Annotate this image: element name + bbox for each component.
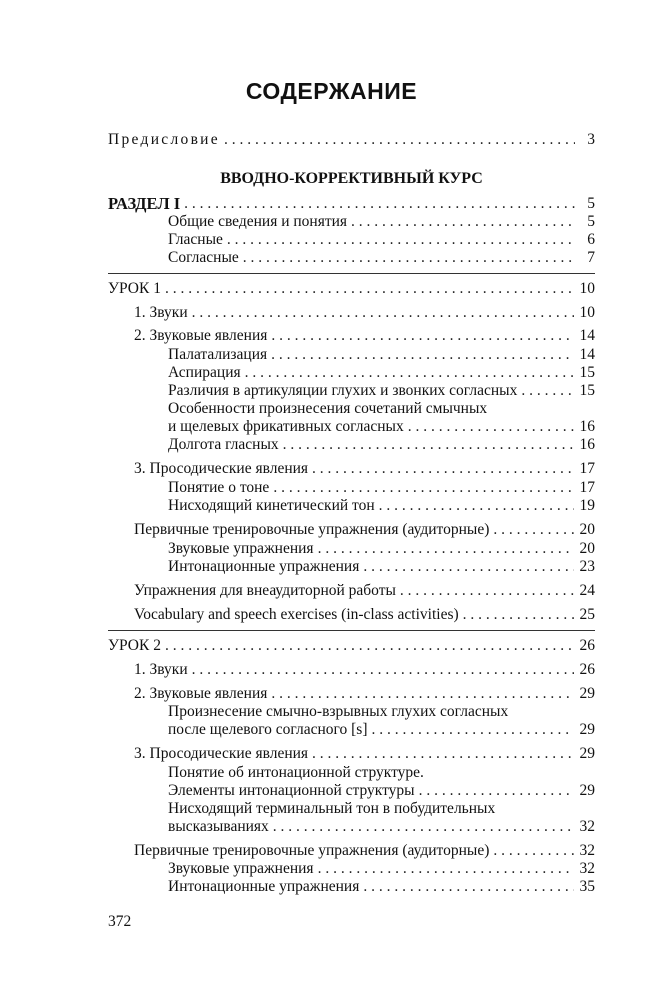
toc-entry-l1-aspiration[interactable] <box>168 363 595 383</box>
leader-dots <box>379 496 574 516</box>
toc-entry-l2-pronunciation[interactable] <box>168 720 595 740</box>
toc-page: 10 <box>579 304 595 321</box>
toc-label: Согласные <box>168 249 239 266</box>
toc-text-l2-pronunciation: Произнесение смычно-взрывных глухих согласных <box>168 703 509 720</box>
toc-entry-l1-prosodic[interactable] <box>134 459 595 479</box>
leader-dots <box>371 720 573 740</box>
leader-dots <box>271 345 573 365</box>
toc-entry-l1-intonation-ex[interactable] <box>168 557 595 577</box>
toc-page: 3 <box>587 131 595 148</box>
toc-entry-l2-falling[interactable] <box>168 817 595 837</box>
toc-entry-l1-tone[interactable] <box>168 478 595 498</box>
toc-page: 25 <box>579 606 595 623</box>
toc-text-l1-features: Особенности произнесения сочетаний смычных <box>168 400 488 417</box>
leader-dots <box>521 381 573 401</box>
toc-text-l2-concept: Понятие об интонационной структуре. <box>168 764 424 781</box>
toc-page: 35 <box>579 878 595 895</box>
toc-entry-l1-sound-ex[interactable] <box>168 539 595 559</box>
toc-entry-l2-primary[interactable] <box>134 841 595 861</box>
toc-page: 17 <box>579 460 595 477</box>
toc-page: 20 <box>579 521 595 538</box>
toc-label: Гласные <box>168 231 223 248</box>
toc-label: 3. Просодические явления <box>134 745 309 762</box>
toc-page: 29 <box>579 782 595 799</box>
toc-label: Интонационные упражнения <box>168 878 360 895</box>
leader-dots <box>192 660 574 680</box>
leader-dots <box>408 417 574 437</box>
toc-text-l2-falling: Нисходящий терминальный тон в побудительных <box>168 800 496 817</box>
leader-dots <box>312 744 573 764</box>
leader-dots <box>318 859 574 879</box>
toc-label: 2. Звуковые явления <box>134 327 268 344</box>
toc-page: 15 <box>579 382 595 399</box>
toc-label: высказываниях <box>168 818 269 835</box>
toc-label: после щелевого согласного [s] <box>168 721 368 738</box>
leader-dots <box>165 279 574 299</box>
toc-entry-l1-primary[interactable] <box>134 520 595 540</box>
toc-entry-l2-intonation-ex[interactable] <box>168 877 595 897</box>
toc-entry-general-info[interactable] <box>168 212 595 232</box>
leader-dots <box>243 248 575 268</box>
toc-page: 26 <box>579 661 595 678</box>
toc-label: УРОК 2 <box>108 637 161 654</box>
page-title: СОДЕРЖАНИЕ <box>245 78 418 104</box>
toc-page: 29 <box>579 745 595 762</box>
toc-label: Общие сведения и понятия <box>168 213 348 230</box>
toc-page: 16 <box>579 436 595 453</box>
leader-dots <box>192 303 574 323</box>
leader-dots <box>184 194 575 214</box>
toc-label: Упражнения для внеаудиторной работы <box>134 582 396 599</box>
leader-dots <box>271 684 573 704</box>
toc-label: Долгота гласных <box>168 436 279 453</box>
toc-entry-vowels[interactable] <box>168 230 595 250</box>
toc-page: 32 <box>579 842 595 859</box>
leader-dots <box>271 326 573 346</box>
toc-page: 23 <box>579 558 595 575</box>
toc-page: 19 <box>579 497 595 514</box>
toc-entry-l1-vocab[interactable] <box>134 605 595 625</box>
toc-label: Vocabulary and speech exercises (in-class activities) <box>134 606 459 623</box>
toc-page: 29 <box>579 721 595 738</box>
toc-page: 26 <box>579 637 595 654</box>
leader-dots <box>273 478 573 498</box>
leader-dots <box>463 605 574 625</box>
leader-dots <box>419 781 574 801</box>
leader-dots <box>363 557 573 577</box>
toc-page: 32 <box>579 818 595 835</box>
toc-entry-preface[interactable] <box>108 130 595 150</box>
leader-dots <box>493 841 573 861</box>
toc-entry-l1-homework[interactable] <box>134 581 595 601</box>
toc-page: 14 <box>579 327 595 344</box>
toc-label: и щелевых фрикативных согласных <box>168 418 404 435</box>
toc-label: Различия в артикуляции глухих и звонких согласных <box>168 382 518 399</box>
toc-entry-l2-phenomena[interactable] <box>134 684 595 704</box>
toc-page: 32 <box>579 860 595 877</box>
toc-entry-lesson-2[interactable] <box>108 636 595 656</box>
toc-entry-l1-length[interactable] <box>168 435 595 455</box>
toc-label: Палатализация <box>168 346 268 363</box>
leader-dots <box>224 130 575 150</box>
toc-entry-consonants[interactable] <box>168 248 595 268</box>
toc-label: Элементы интонационной структуры <box>168 782 415 799</box>
toc-label: Первичные тренировочные упражнения (аудиторные) <box>134 521 490 538</box>
toc-entry-l2-prosodic[interactable] <box>134 744 595 764</box>
divider <box>108 273 595 274</box>
toc-label: 2. Звуковые явления <box>134 685 268 702</box>
toc-page: 20 <box>579 540 595 557</box>
toc-label: Нисходящий кинетический тон <box>168 497 375 514</box>
leader-dots <box>363 877 573 897</box>
toc-entry-l2-sound-ex[interactable] <box>168 859 595 879</box>
toc-label: РАЗДЕЛ I <box>108 194 181 213</box>
toc-label: Аспирация <box>168 364 241 381</box>
toc-page: 6 <box>587 231 595 248</box>
toc-entry-l1-features[interactable] <box>168 417 595 437</box>
toc-page: 29 <box>579 685 595 702</box>
toc-entry-l2-sounds[interactable] <box>134 660 595 680</box>
toc-entry-lesson-1[interactable] <box>108 279 595 299</box>
toc-page: 10 <box>579 280 595 297</box>
toc-entry-l2-concept[interactable] <box>168 781 595 801</box>
course-heading: ВВОДНО-КОРРЕКТИВНЫЙ КУРС <box>220 170 483 187</box>
toc-label: Интонационные упражнения <box>168 558 360 575</box>
leader-dots <box>165 636 574 656</box>
toc-page: 14 <box>579 346 595 363</box>
toc-label: УРОК 1 <box>108 280 161 297</box>
leader-dots <box>227 230 575 250</box>
leader-dots <box>351 212 575 232</box>
toc-entry-l1-differences[interactable] <box>168 381 595 401</box>
leader-dots <box>493 520 573 540</box>
toc-page: 15 <box>579 364 595 381</box>
leader-dots <box>245 363 574 383</box>
toc-label: 1. Звуки <box>134 661 188 678</box>
toc-entry-l1-falling[interactable] <box>168 496 595 516</box>
toc-page: 24 <box>579 582 595 599</box>
toc-label: 1. Звуки <box>134 304 188 321</box>
divider <box>108 630 595 631</box>
toc-label: Понятие о тоне <box>168 479 270 496</box>
toc-page: 17 <box>579 479 595 496</box>
leader-dots <box>283 435 574 455</box>
toc-entry-section-1[interactable] <box>108 194 595 214</box>
toc-label: Первичные тренировочные упражнения (аудиторные) <box>134 842 490 859</box>
leader-dots <box>400 581 574 601</box>
toc-label: Звуковые упражнения <box>168 540 314 557</box>
toc-page: 16 <box>579 418 595 435</box>
toc-label: 3. Просодические явления <box>134 460 309 477</box>
leader-dots <box>318 539 574 559</box>
leader-dots <box>312 459 573 479</box>
toc-entry-l1-palatalization[interactable] <box>168 345 595 365</box>
toc-page: 7 <box>587 249 595 266</box>
toc-page: 5 <box>587 213 595 230</box>
toc-entry-l1-sounds[interactable] <box>134 303 595 323</box>
leader-dots <box>273 817 574 837</box>
toc-page: 5 <box>587 195 595 212</box>
toc-label: Предисловие <box>108 131 220 148</box>
page-number: 372 <box>108 913 132 930</box>
toc-label: Звуковые упражнения <box>168 860 314 877</box>
toc-entry-l1-phenomena[interactable] <box>134 326 595 346</box>
